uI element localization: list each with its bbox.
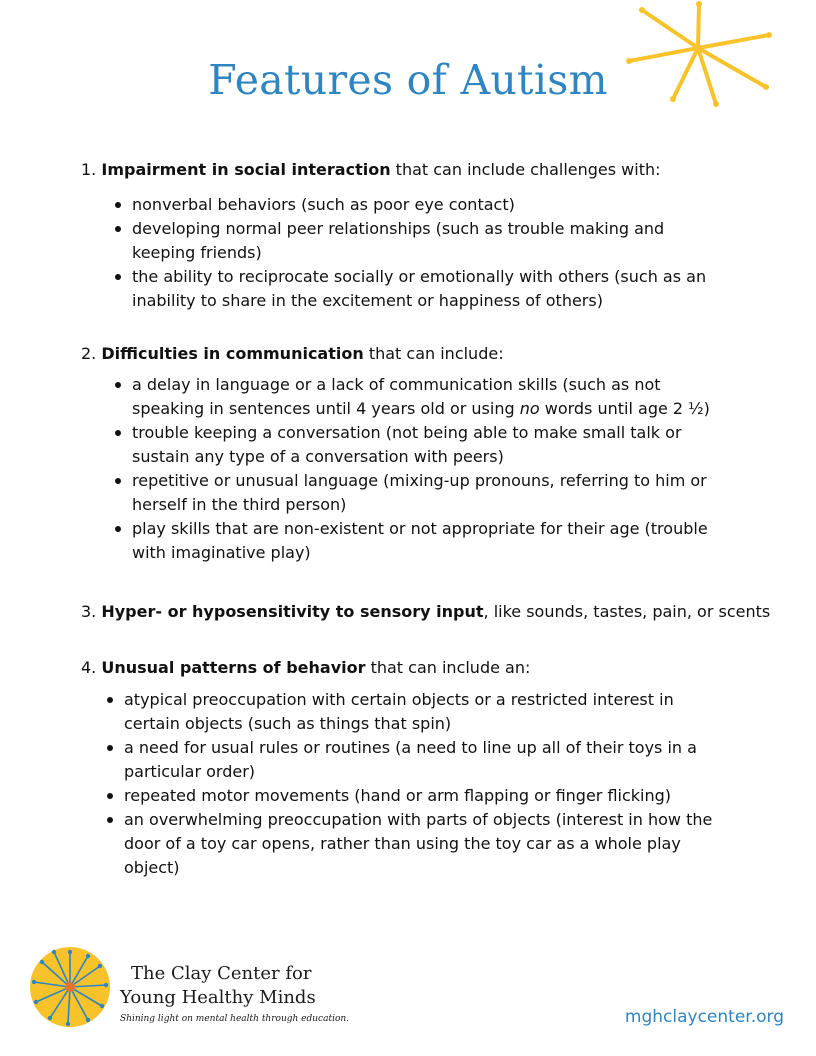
list-item-emphasis: no [519, 399, 540, 418]
list-item: repeated motor movements (hand or arm flapping or finger flicking) [124, 784, 730, 808]
list-item: atypical preoccupation with certain objects or a restricted interest in certain objects (such as things that spin) [124, 688, 730, 736]
list-item: trouble keeping a conversation (not being able to make small talk or sustain any type of a conversation with peers) [132, 421, 732, 469]
section-number: 4. [81, 658, 97, 677]
section-2-heading [81, 342, 504, 366]
section-3-heading [81, 600, 770, 624]
list-item-text: a delay in language or a lack of communication skills (such as not speaking in sentences until 4 years old or using [132, 375, 661, 418]
section-heading-rest: that can include an: [365, 658, 531, 677]
list-item: a need for usual rules or routines (a need to line up all of their toys in a particular order) [124, 736, 730, 784]
logo-name-line1: The Clay Center for [131, 963, 312, 984]
list-item: an overwhelming preoccupation with parts of objects (interest in how the door of a toy car opens, rather than using the toy car as a whole play object) [124, 808, 730, 880]
list-item: repetitive or unusual language (mixing-up pronouns, referring to him or herself in the third person) [132, 469, 732, 517]
logo-name-line2: Young Healthy Minds [120, 987, 316, 1008]
section-heading-bold: Difficulties in communication [101, 344, 364, 363]
list-item: the ability to reciprocate socially or emotionally with others (such as an inability to share in the excitement or happiness of others) [132, 265, 732, 313]
section-4-list [124, 688, 730, 880]
section-heading-bold: Unusual patterns of behavior [101, 658, 366, 677]
list-item: nonverbal behaviors (such as poor eye contact) [132, 193, 732, 217]
section-heading-rest: that can include challenges with: [390, 160, 661, 179]
list-item: developing normal peer relationships (such as trouble making and keeping friends) [132, 217, 732, 265]
section-heading-rest: that can include: [363, 344, 504, 363]
section-number: 1. [81, 160, 97, 179]
sunburst-icon [620, 0, 780, 115]
logo-wordmark [120, 962, 349, 1026]
section-heading-rest: , like sounds, tastes, pain, or scents [483, 602, 771, 621]
section-heading-bold: Impairment in social interaction [101, 160, 391, 179]
section-number: 2. [81, 344, 97, 363]
section-1-list [132, 193, 732, 313]
logo-tagline: Shining light on mental health through education. [120, 1014, 350, 1024]
section-number: 3. [81, 602, 97, 621]
section-1-heading [81, 158, 661, 182]
list-item [132, 373, 732, 421]
website-link[interactable]: mghclaycenter.org [624, 1007, 784, 1027]
section-heading-bold: Hyper- or hyposensitivity to sensory input [101, 602, 484, 621]
section-4-heading [81, 656, 530, 680]
section-2-list [132, 373, 732, 565]
page-title: Features of Autism [208, 56, 608, 104]
list-item: play skills that are non-existent or not appropriate for their age (trouble with imaginative play) [132, 517, 732, 565]
list-item-text: words until age 2 ½) [539, 399, 710, 418]
